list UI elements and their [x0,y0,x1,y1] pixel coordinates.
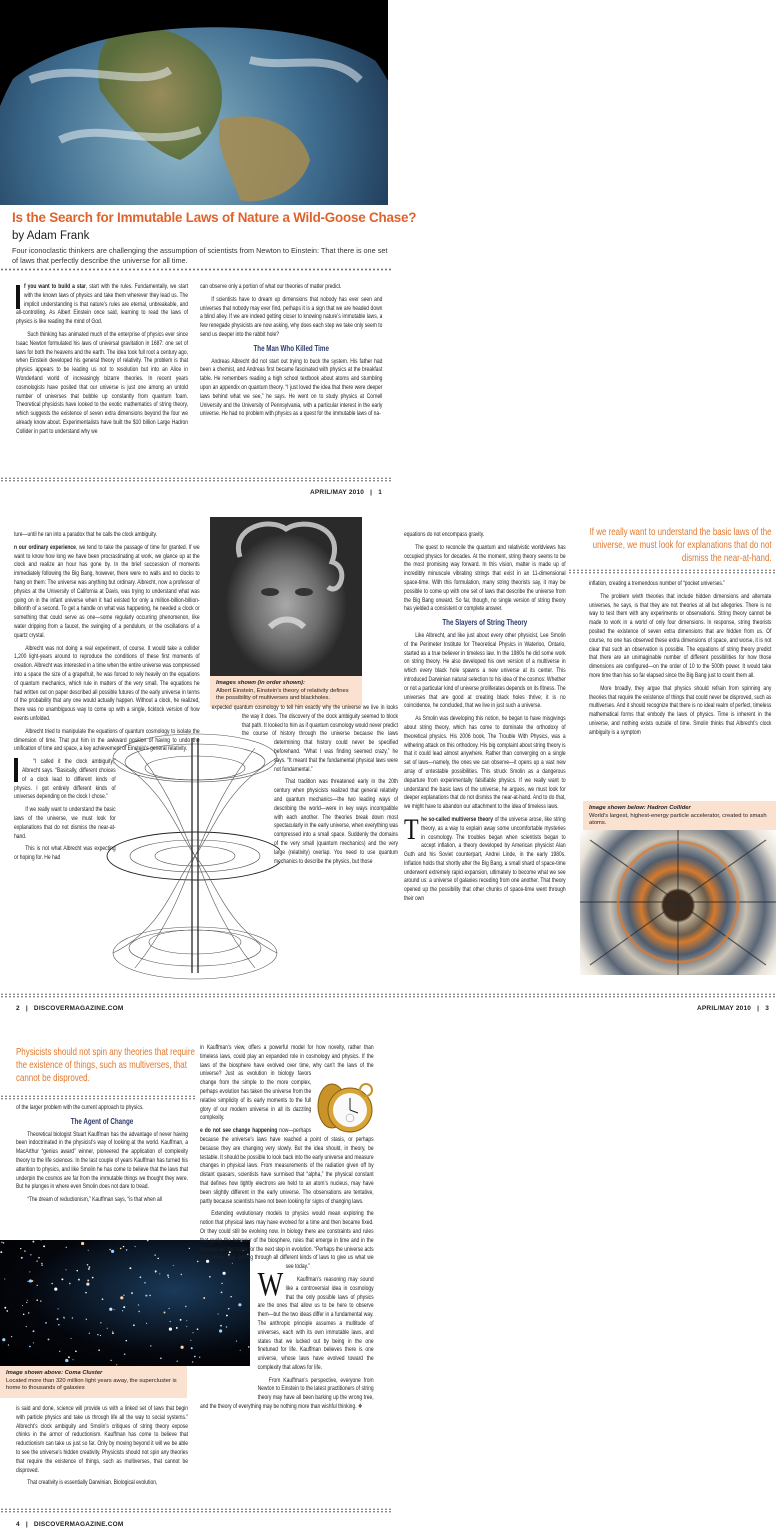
paragraph-text: , we tend to take the passage of time for granted. If we want to know how long we have been procrastinating at work, we glance up at the clock and realize an hour has gone by. In the brief succession of moments immediately following the Big Bang, however, there were no walls and no clocks to hang on them: The universe was anything but ordinary. Albrecht, now a professor of physics at the University of California at Davis, was trying to understand what was going on in the infant universe when it had existed for only a million-billion-billion-billionth of a second. To get a handle on what was happening, he needed a clock or something that could serve as one—some regularly occurring phenomenon, like water dripping from a faucet, the swinging of a pendulum, or the oscillations of a quartz crystal. [14,543,200,639]
star [120,1296,123,1299]
paragraph: That creativity is essentially Darwinian. Biological evolution, [27,1479,158,1487]
star [114,1309,115,1310]
hadron-collider-photo [580,830,776,975]
star [88,1250,89,1251]
star [24,1250,25,1251]
paragraph: Such thinking has animated much of the enterprise of physics ever since Isaac Newton formulated his laws of universal gravitation in 1687: one set of laws for both the heavens and the earth. The idea took full root a century ago, when Einstein developed his general theory of relativity. The problem is that physics appears to be leading us not to resolution but into an Alice in Wonderland world of increasingly bizarre theories. In recent years cosmologists have posited that our universe is just one among an untold number of universes that bubble up constantly from quantum foam. Theoretical physicists have looked to the exotic mathematics of string theory, which suggests the existence of seven extra dimensions beyond the four we already know about. Experimentalists have built the $10 billion Large Hadron Collider in part to understand why we [16,330,189,435]
paragraph: If scientists have to dream up dimensions that nobody has ever seen and universes that nobody may ever find, perhaps it is a sign that we are headed down a blind alley. If we are indeed getting closer to knowing nature’s immutable laws, a few renegade physicists are now asking, why does each step we take only seem to send us deeper into the rabbit hole? [200,295,383,338]
star [197,1328,199,1330]
star [6,1310,8,1312]
caption-title: Image shown below: Hadron Collider [589,805,691,811]
star [123,1246,124,1247]
star [160,1357,162,1359]
star [21,1257,23,1259]
pull-quote: If we really want to understand the basic laws of the universe, we must look for explanations that do not dismiss the near-at-hand. [589,527,772,564]
paragraph: ture—until he ran into a paradox that he calls the clock ambiguity. [14,531,157,538]
star [111,1250,114,1253]
lead-in: n our ordinary experience [14,543,76,551]
star [146,1323,147,1324]
star [194,1356,196,1358]
page-footer-right [697,1005,769,1012]
star [65,1269,66,1270]
einstein-portrait-illustration [210,517,362,676]
star [192,1361,193,1362]
caption-text: World’s largest, highest-energy particle accelerator, created to smash atoms. [589,812,767,827]
star [126,1340,128,1342]
drop-cap: W [257,1266,284,1303]
star [71,1338,72,1339]
star [122,1310,123,1311]
star [186,1326,187,1327]
paragraph [14,544,200,641]
star [3,1242,5,1244]
page2-column-2 [202,704,398,954]
paragraph [404,812,566,904]
star [97,1334,99,1336]
lead-in: e do not see change happening [200,1127,278,1135]
wrap-spacer [116,756,200,996]
paragraph [16,283,188,327]
page1-column-left [16,283,188,441]
star [169,1328,172,1331]
star [69,1283,71,1285]
star [189,1248,190,1249]
page3-column-2 [589,580,771,742]
paragraph: Like Albrecht, and like just about every other physicist, Lee Smolin of the Perimeter Institute for Theoretical Physics in Waterloo, Ontario, started as a true believer in timeless law. In the 1980s he did some work on string theory. He also developed his own version of a multiverse in which every black hole spawns a new universe at its center. This introduced Darwinian natural selection to his idea of the cosmos: Whether or not a particular kind of universe proliferates depends on its fitness. The universes that are good at creating black holes thrive; it is no coincidence, he concluded, that we live in just such a universe. [404,631,566,710]
end-of-article-mark: ❖ [357,1403,363,1411]
caption-title: Images shown (in order shown): [216,680,305,686]
divider [0,1508,392,1513]
article-deck: Four iconoclastic thinkers are challenging the assumption of scientists from Newton to Einstein: That there is one set of laws that perfectly describe the universe for all time. [12,246,388,265]
paragraph: That tradition was threatened early in the 20th century when physicists realized that general relativity and quantum mechanics—the two leading ways of describing the world—were in key ways incompatible with each another. The theories break down most spectacularly in the early universe, when everything was compressed into a small space. Suddenly the domains of the very small (quantum mechanics) and the very large (relativity) overlap. You need to use quantum mechanics to describe the physics, but those [274,778,398,865]
page-footer-left [16,1005,124,1012]
star [100,1335,101,1336]
paragraph: The problem wivth theories that include hidden dimensions and alternate universes, he says, is that they are not theories at all but allegories. There is no way to test them with any experiments or observations. String theory cannot be made to work in a world of only four dimensions. In response, string theorists posited the existence of seven extra dimensions that are hidden from us. Of course, no one has observed these extra dimensions of space, and worse, it is not clear that such an observation is possible. The equations of string theory predict that there are an unimaginable number of different possibilities for how those dimensions are configured—on the order of 10 to the 500th power. It would take more time than has so far elapsed since the Big Bang just to count them all. [589,592,772,679]
star [76,1270,78,1272]
star [27,1300,28,1301]
drop-cap: T [404,812,419,846]
paragraph: The quest to reconcile the quantum and relativistic worldviews has occupied physics for decades. At the moment, string theory seems to be the most promising way forward. In this vision, matter is made up of incredibly minuscule vibrating strings that exist in an 11-dimensional space-time. With this formulation, many string theorists say, it may be possible to come up with one set of laws that describe the universe from the Big Bang onward. So far, though, no single version of string theory has yielded a consistent or complete answer. [404,543,566,613]
paragraph: inflation, creating a tremendous number of “pocket universes.” [589,580,725,587]
wrap-spacer [202,744,274,894]
star [173,1265,174,1266]
star [2,1338,5,1341]
paragraph: of the larger problem with the current approach to physics. [16,1104,144,1111]
star [164,1312,166,1314]
page3-column-1 [404,531,566,908]
star [112,1332,114,1334]
star [57,1318,59,1320]
paragraph-text: now—perhaps because the universe’s laws have reached a point of stasis, or perhaps because they are changing very slowly. But the idea should, in theory, be testable. It should be possible to look back into the early universe and measure changes in physical laws. From measurements of the radiation given off by distant quasars, scientists have surmised that “alpha,” the physical constant that defines how tightly electrons are held to an atom’s nucleus, may have been slightly different in the early universe. The observations are tentative, partly because scientists have not been looking for signs of changing laws. [200,1127,374,1205]
paragraph: “The dream of reductionism,” Kauffman says, “is that when all [27,1196,162,1204]
star [147,1240,149,1241]
star [126,1249,128,1251]
drop-cap-bar [14,758,18,782]
star [58,1324,60,1326]
lead-in: he so-called multiverse theory [421,815,493,823]
star [167,1274,169,1276]
star [89,1333,90,1334]
star [107,1328,108,1329]
star [1,1242,2,1243]
paragraph: is said and done, science will provide us with a linked set of laws that begin with particle physics and take us through life all the way to social systems.” Albrecht’s clock ambiguity and Smolin’s critiques of string theory expose chinks in the armor of reductionism. Kauffman has come to believe that reductionism can take us just so far. Only by moving beyond it will we be able to see the universe’s hidden creativity. Physicists should not spin any theories that require the existence of things, such as multiverses, that cannot be disproved. [16,1405,188,1474]
star [197,1261,199,1263]
star [135,1246,136,1247]
star [145,1295,147,1297]
issue-date: APRIL/MAY 2010 [697,1005,752,1012]
star [87,1264,89,1266]
star [86,1319,87,1320]
star [23,1314,25,1316]
star [176,1327,178,1329]
star [8,1344,9,1345]
paragraph: equations do not encompass gravity. [404,531,485,538]
star [37,1285,38,1286]
site-name: DISCOVERMAGAZINE.COM [33,1521,124,1528]
page-number: 1 [378,489,383,496]
star [66,1247,67,1248]
earth-image [0,0,388,205]
star [27,1281,28,1282]
einstein-photo [210,517,362,676]
star [190,1340,191,1341]
star [87,1283,89,1285]
star [133,1324,135,1326]
star [192,1332,193,1333]
star [81,1242,84,1245]
star [64,1318,65,1319]
star [29,1346,31,1348]
paragraph: Albrecht was not doing a real experiment, of course. It would take a collider 1,200 light-years around to reproduce the conditions of these first moments of creation. Albrecht was interested in a time when the entire universe was compressed into a space the size of a grapefruit, he was forced to rely heavily on the equations of quantum mechanics, which rule in matters of the very small. The equations he had written out on paper described all possible futures of the early universe in terms of the probability that any one would actually happen. Without a clock, he realized, there was no unambiguous way to come up with a single, ticktock version of how events unfolded. [14,644,200,722]
star [92,1277,94,1279]
star [51,1283,53,1285]
caption-text: Albert Einstein, Einstein’s theory of relativity defines the possibility of multiverses and blackholes. [216,687,349,702]
star [0,1251,2,1253]
wrap-spacer [202,894,242,954]
star [100,1322,101,1323]
star [102,1298,104,1300]
star [98,1349,100,1351]
star [88,1268,90,1270]
star [180,1319,182,1321]
star [110,1360,111,1361]
star [26,1302,27,1303]
page4-column-2 [200,1044,374,1416]
paragraph: If we really want to understand the basic laws of the universe, we must look for explanations that do not dismiss the near-at-hand. [14,806,116,840]
footer-separator: | [370,489,373,496]
star [32,1241,34,1243]
star [181,1346,184,1349]
byline: by Adam Frank [12,230,90,242]
star [33,1342,34,1343]
star [123,1295,124,1296]
star [124,1353,125,1354]
star [168,1277,169,1278]
star [112,1331,113,1332]
paragraph: can observe only a portion of what our theories of matter predict. [200,283,342,290]
caption-text: Located more than 320 million light years away, the supercluster is home to thousands of galaxies [6,1377,177,1392]
star [154,1254,155,1255]
paragraph: Andreas Albrecht did not start out trying to buck the system. His father had been a chemist, and Andreas first became fascinated with physics at the breakfast table. He remembers reading a high school textbook about atoms and stumbling upon an appendix on quantum theory. “I just loved the idea that there were deeper laws behind what we see,” he says. He went on to study physics at Cornell University and the University of Pennsylvania, with a particular interest in the early universe. He had no problem with physics as a quest for the immutable laws of na- [200,357,383,418]
star [191,1347,193,1349]
star [48,1338,50,1340]
footer-separator: | [757,1005,760,1012]
pull-quote: Physicists should not spin any theories that require the existence of things, such as multiverses, that cannot be disproved. [16,1047,195,1084]
page-footer [310,489,382,496]
paragraph-text: , start with the rules. Fundamentally, we start with the known laws of physics and take them wherever they lead us. The implicit understanding is that nature’s rules are eternal, unbreakable, and all-controlling. As Albert Einstein once said, learning to read the laws of physics is like reading the mind of God. [16,283,188,326]
page-number: 3 [765,1005,770,1012]
star [120,1248,122,1250]
article-title: Is the Search for Immutable Laws of Nature a Wild-Goose Chase? [12,210,417,225]
star [150,1345,151,1346]
star [177,1361,178,1362]
star [170,1321,171,1322]
paragraph: Extending evolutionary models to physics would mean exploring the notion that physical laws may have evolved for a time and then became fixed. Or they could still be evolving now. In biology there are constraints and rules that guide the behavior of the biosphere, rules that emerge in time and in the process set the stage for the next step in evolution. “Perhaps the universe acts in a similar way, sorting through all different kinds of laws to give us what we see today.” [200,1210,374,1271]
page-number: 2 [16,1005,20,1012]
site-name: DISCOVERMAGAZINE.COM [33,1005,124,1012]
page2-column-1 [14,531,200,996]
paragraph: As Smolin was developing this notion, he began to have misgivings about string theory, which has come to dominate the orthodoxy of theoretical physics. His 2006 book, The Trouble With Physics, was a withering attack on this orthodoxy. His big complaint about string theory is that it could lead almost anywhere. Rather than converging on a single set of laws—namely, the ones we can observe—it opens up a vast new array of untestable possibilities. This struck Smolin as a dangerous departure from experimentally falsifiable physics. If we really want to understand the basic laws of the universe, he argues, we must look for deeper explanations that do not dismiss the near-at-hand. And to do that, we might have to abandon our attachment to the idea of timeless laws. [404,715,566,811]
star [11,1336,12,1337]
star [185,1306,187,1308]
paragraph: Theoretical biologist Stuart Kauffman has the advantage of never having been indoctrinated in the physicist’s way of looking at the world. Kauffman, a MacArthur “genius award” winner, pioneered the application of complexity theory to the life sciences. In the last couple of years Kauffman has turned his attention to physics, and like Smolin he has come to believe that the laws that underpin the cosmos are far from the immutable things we thought they were. But he plunges in where even Smolin does not dare to tread. [16,1130,189,1191]
coma-cluster-caption [0,1366,187,1398]
star [32,1280,34,1282]
star [68,1356,70,1358]
star [159,1273,160,1274]
star [26,1326,27,1327]
paragraph-text: of the universe arose, like string theory, as a way to explain away some uncomfortable mysteries in cosmology. The troubles began when scientists began to accept inflation, a theory developed by American physicist Alan Guth and his Soviet counterpart, Andrei Linde, in the early 1980s. Inflation holds that shortly after the Big Bang, a small shard of space-time underwent extremely rapid expansion, ultimately to become what we see around us: a universe of galaxies receding from one another. That theory opened up the possibility that other chunks of space-time went through their own [404,815,566,903]
lead-in: f you want to build a star [24,283,86,290]
star [58,1308,59,1309]
divider [0,1095,196,1100]
star [45,1322,47,1324]
star [33,1330,35,1332]
footer-separator: | [25,1521,28,1528]
star [123,1306,125,1308]
star [149,1295,151,1297]
star [30,1254,31,1255]
collider-caption [583,801,776,832]
paragraph: This is not what Albrecht was expecting or hoping for. He had [14,845,116,862]
star [20,1248,21,1249]
star [87,1279,89,1281]
star [72,1317,73,1318]
wrap-spacer [202,704,212,714]
wrap-spacer [311,1074,373,1132]
star [29,1279,32,1282]
star [61,1278,63,1280]
star [78,1279,80,1281]
star [43,1245,45,1247]
star [41,1265,42,1266]
star [4,1278,5,1279]
star [129,1267,131,1269]
star [28,1312,29,1313]
star [109,1308,112,1311]
drop-cap-bar [16,285,20,309]
star [140,1276,142,1278]
star [186,1320,187,1321]
caption-title: Image shown above: Coma Cluster [6,1370,103,1376]
section-heading: The Slayers of String Theory [442,618,528,628]
section-heading: The Agent of Change [70,1116,134,1126]
page1-column-right [200,283,382,423]
star [41,1240,42,1241]
section-heading: The Man Who Killed Time [253,343,329,353]
divider [0,268,392,271]
star [138,1304,139,1305]
star [38,1257,40,1259]
divider [0,477,392,482]
star [54,1288,57,1291]
wrap-spacer [202,714,242,744]
paragraph: “I called it the clock ambiguity,” Albrecht says. “Basically, different choices of a clock lead to different kinds of physics. I got entirely different kinds of universes depending on the clock I chose.” [14,758,116,801]
star [36,1299,38,1301]
star [155,1272,156,1273]
footer-separator: | [25,1005,28,1012]
star [89,1266,91,1268]
paragraph: More broadly, they argue that physics should refrain from spinning any theories that require the existence of things that could never be disproved, such as multiverses. And it should recognize that there is no ideal realm of perfect, timeless mathematical forms that embody the laws of physics. Time is inherent in the universe, and nothing exists outside of time. Smolin thinks that Albrecht’s clock ambiguity is a symptom [589,684,772,736]
star [144,1282,146,1284]
page-footer [16,1521,124,1528]
issue-date: APRIL/MAY 2010 [310,489,365,496]
paragraph-text: From Kauffman’s perspective, everyone from Newton to Einstein to the latest practitioners of string theory may have all been barking up the wrong tree, and the theory of everything may be nothing more than wishful thinking. [200,1376,374,1411]
wrap-spacer [200,1270,258,1400]
collider-detail-illustration [580,830,776,975]
divider [568,569,776,574]
star [168,1308,169,1309]
star [40,1300,41,1301]
paragraph: Kauffman’s reasoning may sound like a controversial idea in cosmology that the only possible laws of physics are the ones that allow us to be here to observe them—but the two ideas differ in a fundamental way. The anthropic principle assumes a multitude of universes, each with its own immutable laws, and states that we lucked out by being in the one finetuned for life. Kauffman believes there is one universe, whose laws have evolved toward the complexity that allows for life. [257,1275,374,1371]
star [157,1258,159,1260]
star [29,1271,30,1272]
star [59,1351,60,1352]
star [181,1274,182,1275]
star [41,1263,42,1264]
star [75,1350,77,1352]
page4-column-1-continued [16,1405,188,1492]
paragraph: Albrecht tried to manipulate the equations of quantum cosmology to isolate the dimension of time. That put him in the awkward position of having to undo the unification of time and space, a key achievement of Einstein’s general relativity. [14,727,200,753]
star [4,1307,6,1309]
star [36,1260,37,1261]
star [72,1359,73,1360]
earth-globe-illustration [0,0,388,205]
page4-column-1 [16,1104,188,1209]
paragraph: expected quantum cosmology to tell him exactly why the universe we live in looks the way it does. The discovery of the clock ambiguity seemed to block that path. It looked to him as if quantum cosmology would never predict the course of history through the universe because the laws determining that history could never be specified beforehand. “What I was finding seemed crazy,” he says. “It meant that the fundamental physical laws were not fundamental.” [211,704,399,773]
star [131,1292,133,1294]
page-number: 4 [16,1521,20,1528]
star [85,1292,87,1294]
star [67,1360,68,1361]
star [109,1249,111,1251]
star [138,1311,139,1312]
einstein-caption [210,676,362,707]
divider [0,993,776,998]
paragraph: in Kauffman’s view, offers a powerful model for how novelty, rather than timeless laws, could play an expanded role in cosmology and physics. If the laws of the biosphere have evolved over time, why can’t the laws of the universe? Just as evolution in biology favors change from the simple to the more complex, perhaps evolution has taken the universe from the relative simplicity of its early moments to the full glory of our modern universe in all its dazzling complexity. [200,1044,374,1122]
star [22,1305,23,1306]
